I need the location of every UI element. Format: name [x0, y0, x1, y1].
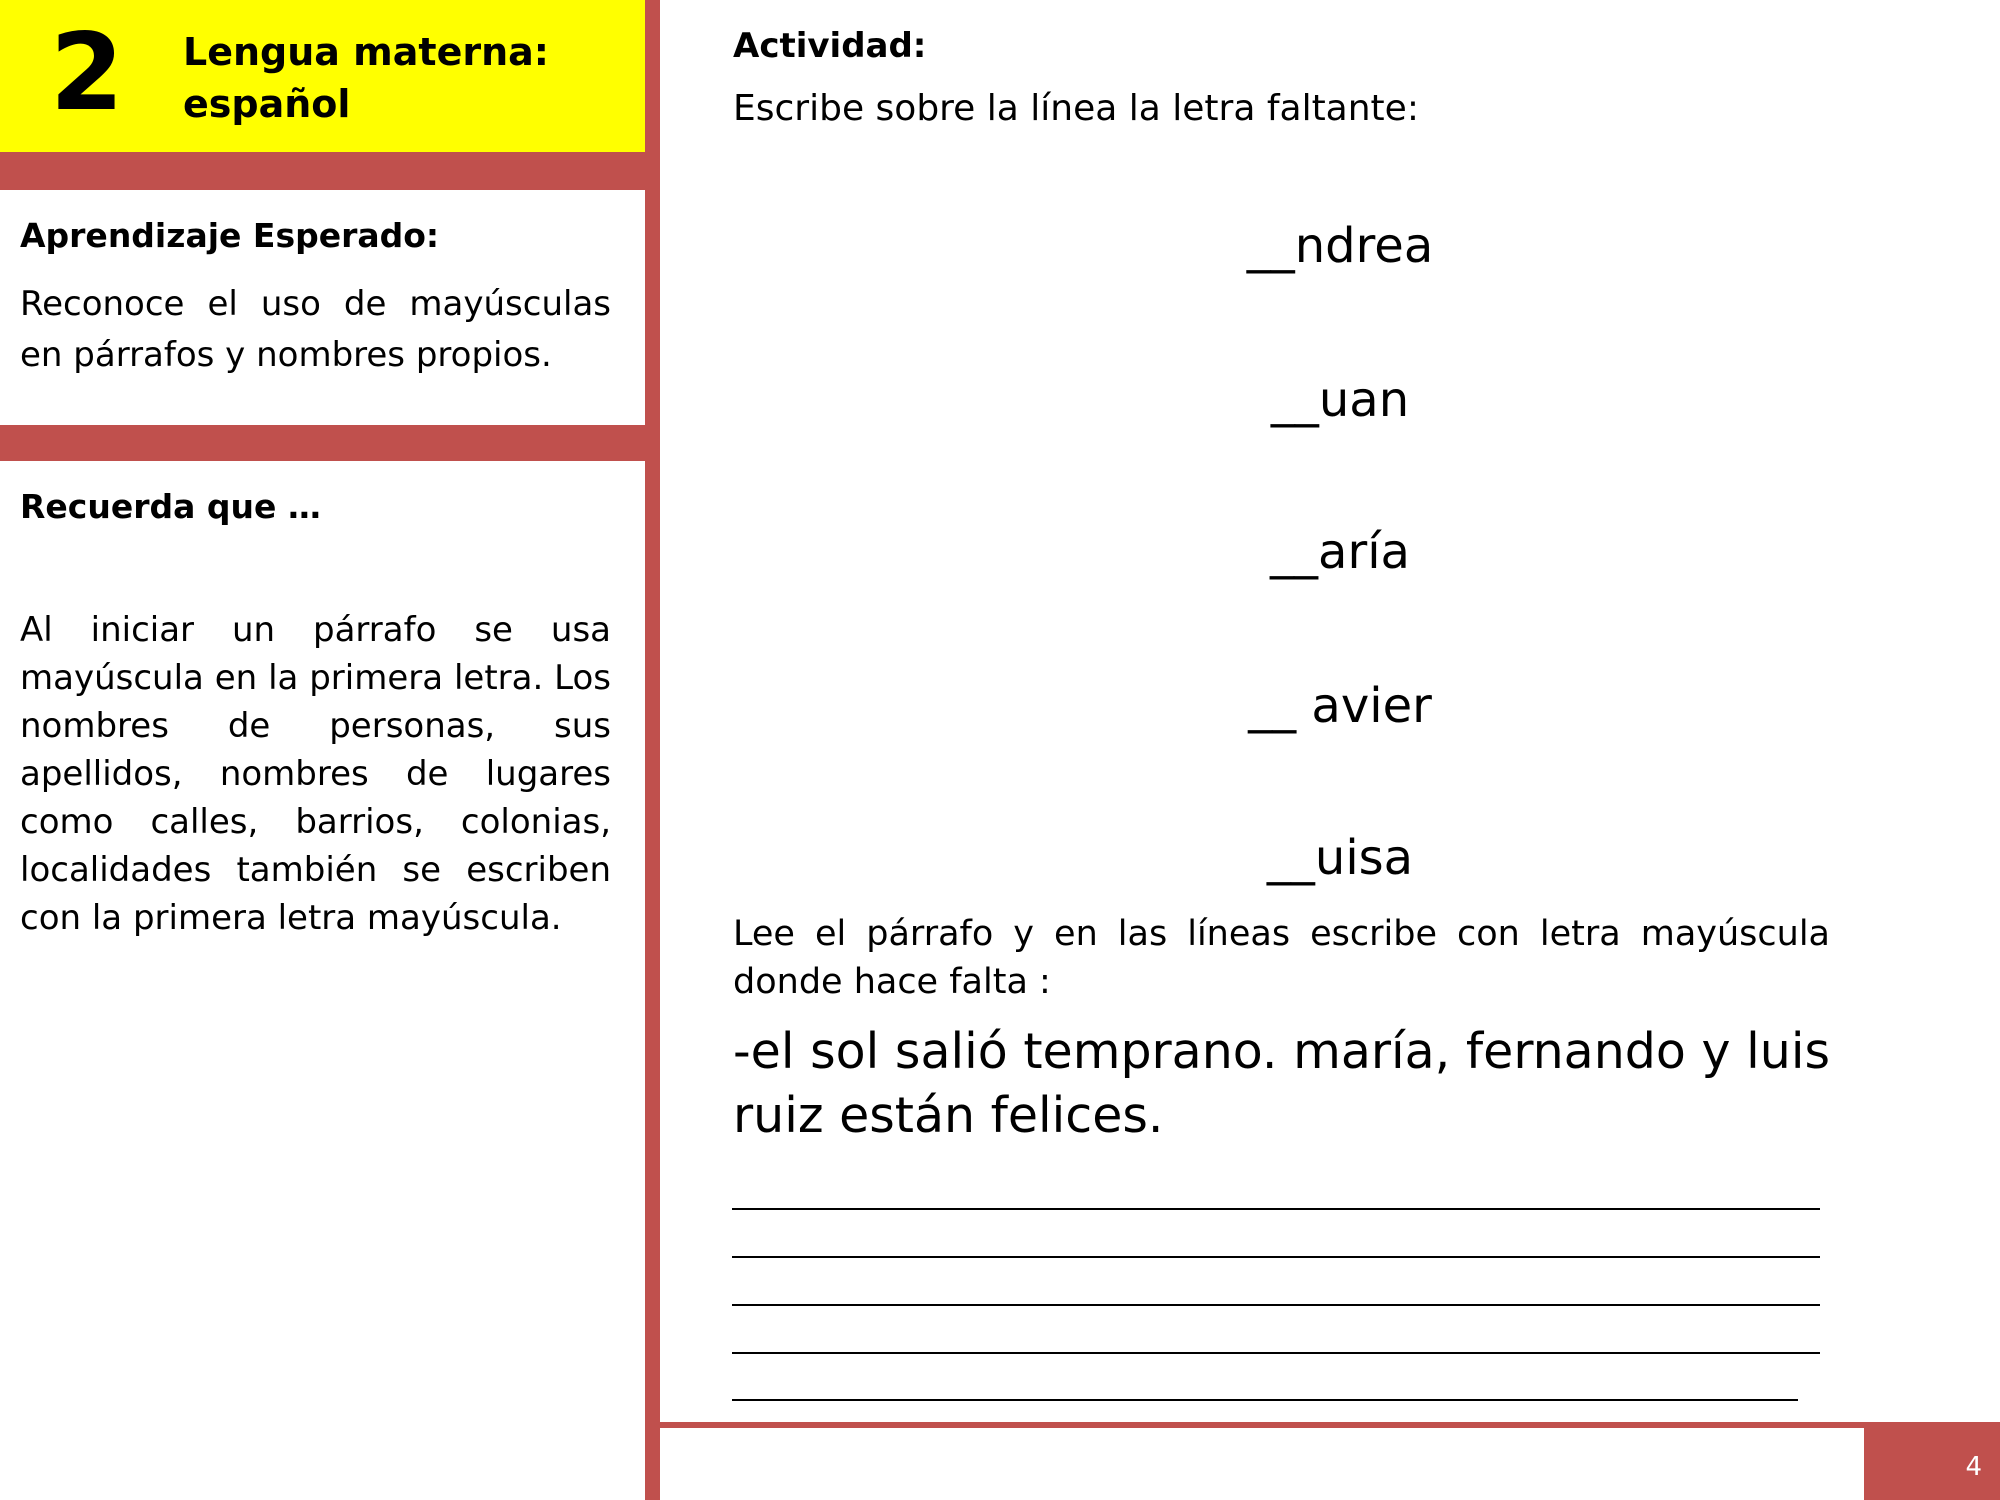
- blank-word: __uisa: [1266, 830, 1414, 886]
- blank-word: __uan: [1270, 372, 1410, 428]
- expected-learning-box: [0, 190, 645, 425]
- activity-paragraph: -el sol salió temprano. maría, fernando y luis ruiz están felices.: [733, 1023, 1830, 1144]
- expected-learning-text: Reconoce el uso de mayúsculas en párrafos y nombres propios.: [20, 284, 611, 375]
- subject-title-line-2: español: [183, 82, 351, 126]
- remember-box: [0, 461, 645, 1500]
- writing-line: [732, 1399, 1798, 1401]
- unit-header: [0, 0, 645, 152]
- blank-word: __ndrea: [1246, 218, 1434, 274]
- page-number: 4: [1965, 1452, 1982, 1482]
- writing-line: [732, 1352, 1820, 1354]
- footer-box: [660, 1428, 1864, 1500]
- writing-line: [732, 1304, 1820, 1306]
- blank-word: __ avier: [1248, 678, 1432, 734]
- subject-title: [183, 26, 549, 130]
- blank-word: __aría: [1270, 524, 1410, 580]
- activity-panel: [660, 0, 2000, 1422]
- activity-instruction-1: Escribe sobre la línea la letra faltante:: [733, 88, 1419, 129]
- unit-number: 2: [50, 11, 124, 134]
- remember-heading: Recuerda que …: [20, 487, 321, 526]
- writing-line: [732, 1256, 1820, 1258]
- expected-learning-heading: Aprendizaje Esperado:: [20, 216, 440, 255]
- writing-line: [732, 1208, 1820, 1210]
- activity-heading: Actividad:: [733, 26, 927, 66]
- activity-instruction-2: Lee el párrafo y en las líneas escribe con letra mayúscula donde hace falta :: [733, 914, 1830, 1002]
- remember-text: Al iniciar un párrafo se usa mayúscula en la primera letra. Los nombres de personas, sus apellidos, nombres de lugares como calles, barrios, colonias, localidades también se escriben con la primera letra mayúscula.: [20, 610, 611, 938]
- subject-title-line-1: Lengua materna:: [183, 30, 549, 74]
